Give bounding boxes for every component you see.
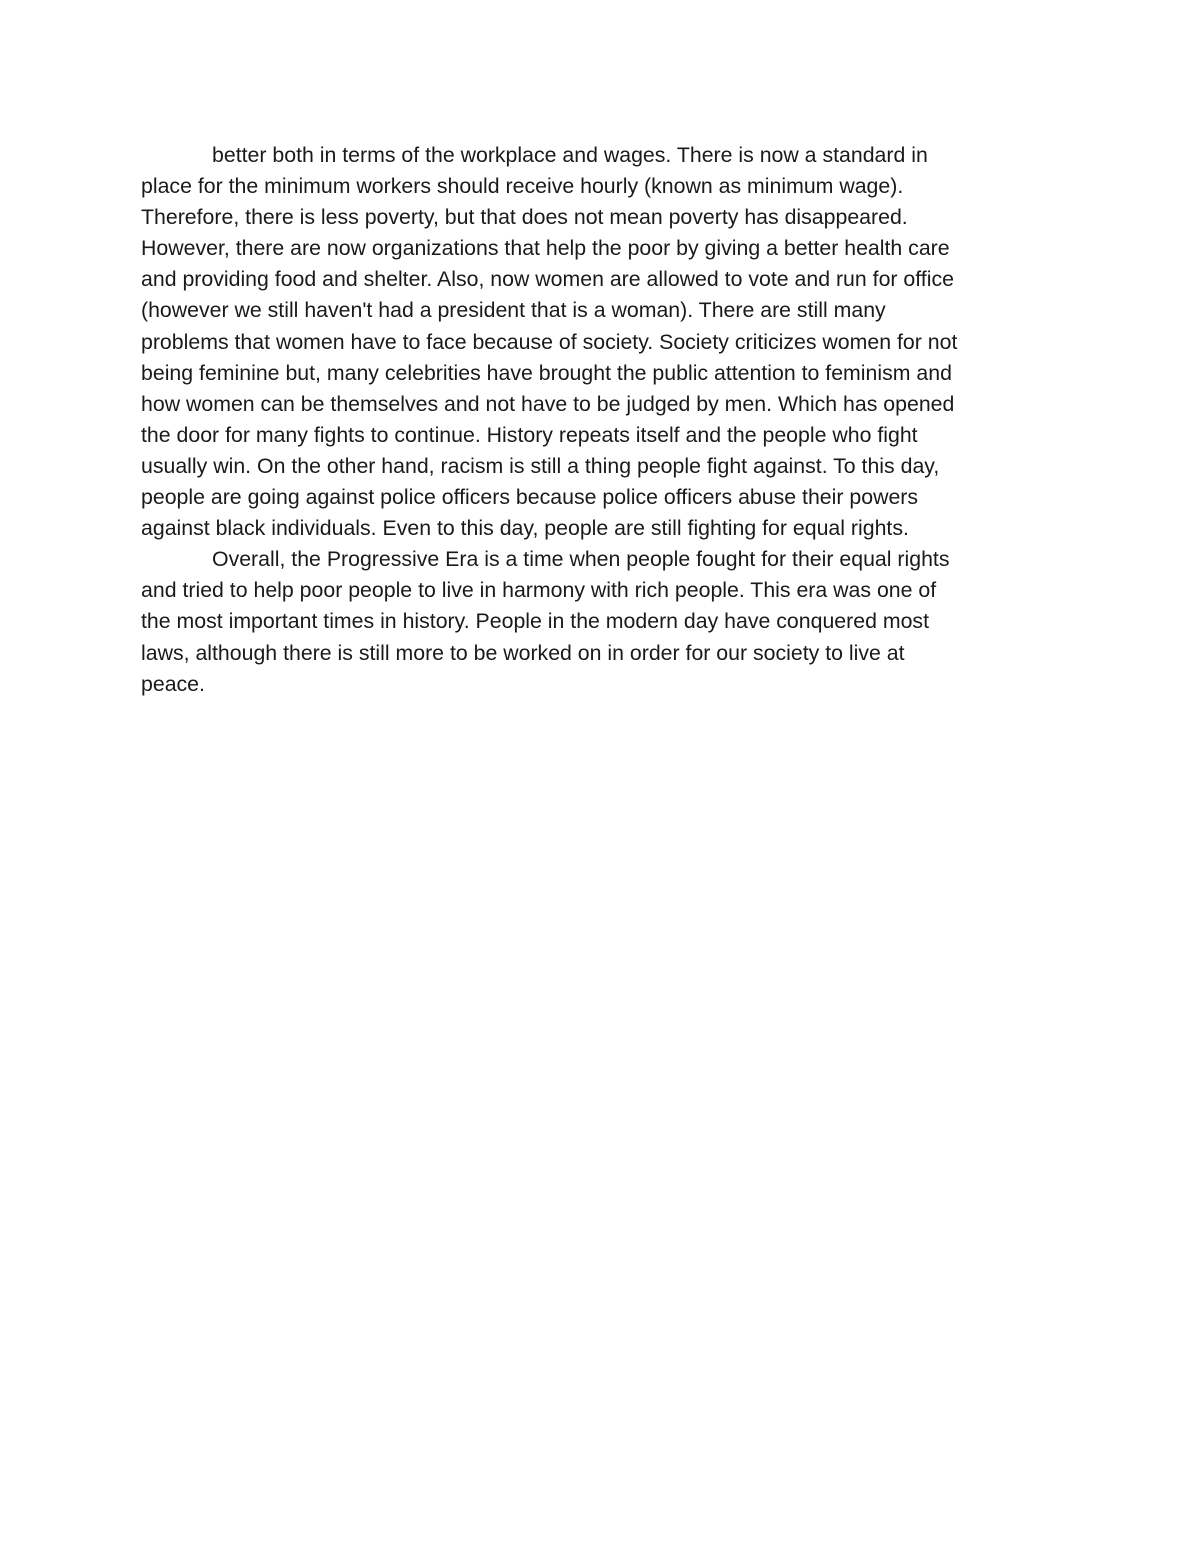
text-line: the most important times in history. People in the modern day have conquered most bbox=[141, 609, 929, 634]
body-text bbox=[141, 140, 1051, 700]
text-line: how women can be themselves and not have to be judged by men. Which has opened bbox=[141, 391, 955, 416]
text-line: against black individuals. Even to this day, people are still fighting for equal rights. bbox=[141, 516, 909, 541]
text-line: and tried to help poor people to live in harmony with rich people. This era was one of bbox=[141, 578, 937, 603]
text-line: laws, although there is still more to be worked on in order for our society to live at bbox=[141, 640, 905, 665]
text-line: Overall, the Progressive Era is a time when people fought for their equal rights bbox=[212, 547, 950, 572]
text-line: Therefore, there is less poverty, but that does not mean poverty has disappeared. bbox=[141, 205, 908, 230]
text-line: better both in terms of the workplace and wages. There is now a standard in bbox=[212, 143, 928, 167]
paragraph-2 bbox=[141, 544, 1051, 699]
text-line: place for the minimum workers should receive hourly (known as minimum wage). bbox=[141, 174, 904, 199]
text-line: (however we still haven't had a president that is a woman). There are still many bbox=[141, 298, 886, 323]
text-line: people are going against police officers because police officers abuse their powers bbox=[141, 485, 919, 510]
paragraph-1 bbox=[141, 140, 1051, 544]
text-line: peace. bbox=[141, 671, 205, 696]
text-line: the door for many fights to continue. History repeats itself and the people who fight bbox=[141, 422, 918, 447]
text-line: usually win. On the other hand, racism is still a thing people fight against. To this day, bbox=[141, 453, 940, 478]
text-line: However, there are now organizations that help the poor by giving a better health care bbox=[141, 236, 950, 261]
text-line: being feminine but, many celebrities have brought the public attention to feminism and bbox=[141, 360, 952, 385]
text-line: and providing food and shelter. Also, now women are allowed to vote and run for office bbox=[141, 267, 954, 292]
text-line: problems that women have to face because of society. Society criticizes women for not bbox=[141, 329, 958, 354]
